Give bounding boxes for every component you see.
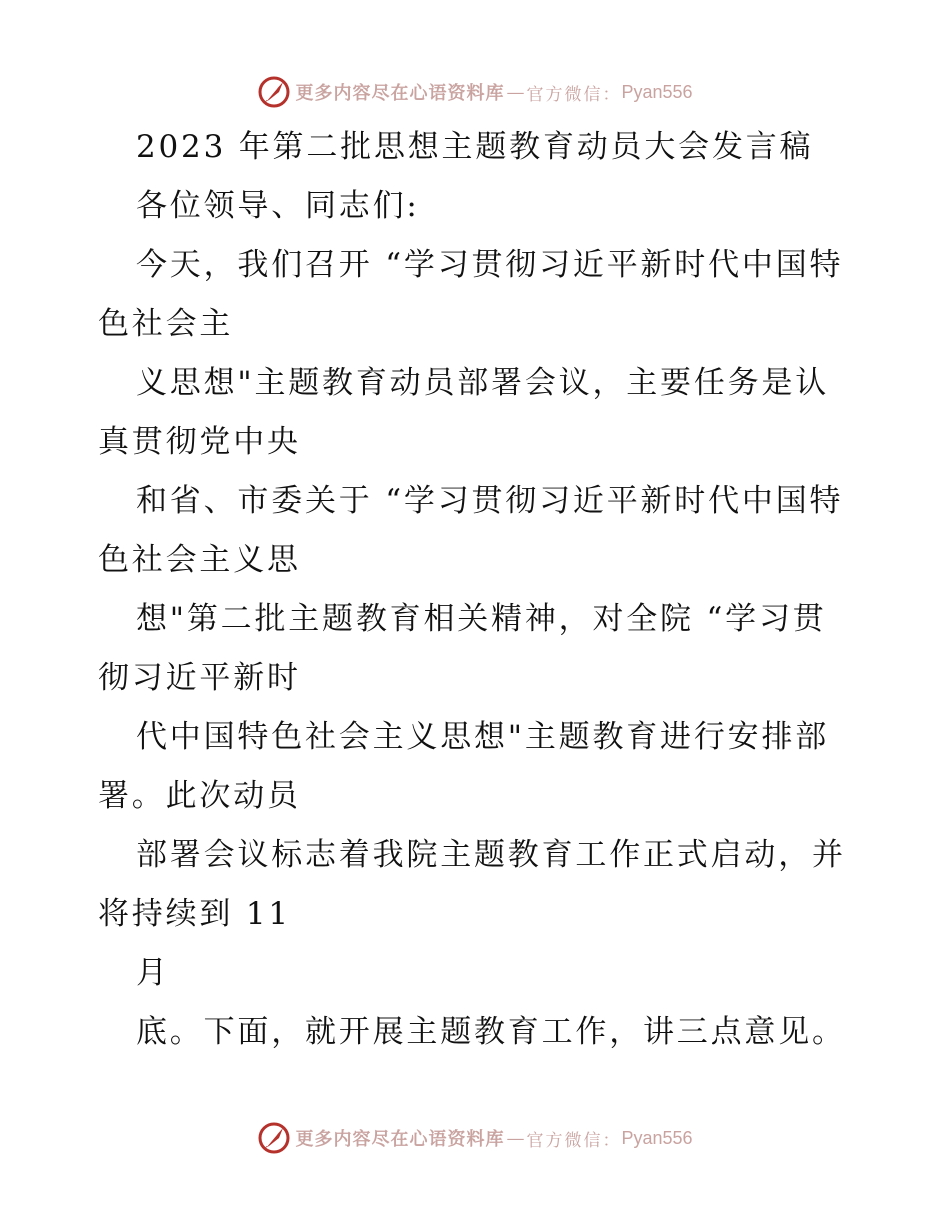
quill-pen-seal-icon [257, 1121, 291, 1155]
body-line: 代中国特色社会主义思想"主题教育进行安排部 [136, 719, 830, 755]
body-line: 月 [136, 955, 170, 991]
watermark-library-name: 更多内容尽在心语资料库 [295, 1129, 505, 1150]
body-line: 今天，我们召开 “学习贯彻习近平新时代中国特 [136, 247, 844, 283]
watermark-dash: — [506, 81, 525, 103]
header-watermark [0, 70, 950, 114]
body-line: 部署会议标志着我院主题教育工作正式启动，并 [136, 837, 846, 873]
footer-watermark [0, 1116, 950, 1160]
body-line: 真贯彻党中央 [98, 424, 301, 460]
body-line: 底。下面，就开展主题教育工作，讲三点意见。 [136, 1014, 846, 1050]
body-line: 彻习近平新时 [98, 660, 301, 696]
body-line: 署。此次动员 [98, 778, 301, 814]
watermark-wechat-label: 官方微信： [526, 1130, 622, 1151]
watermark-library-name: 更多内容尽在心语资料库 [295, 83, 505, 104]
watermark-dash: — [506, 1127, 525, 1149]
body-line: 色社会主义思 [98, 542, 301, 578]
watermark-wechat-id: Pyan556 [621, 1127, 693, 1148]
watermark-wechat-id: Pyan556 [621, 81, 693, 102]
watermark-wechat-label: 官方微信： [526, 84, 622, 105]
document-greeting: 各位领导、同志们: [136, 188, 420, 224]
document-body [98, 118, 858, 1062]
body-line: 将持续到 11 [98, 896, 291, 932]
body-line: 想"第二批主题教育相关精神，对全院 “学习贯 [136, 601, 827, 637]
body-line: 和省、市委关于 “学习贯彻习近平新时代中国特 [136, 483, 844, 519]
body-line: 义思想"主题教育动员部署会议，主要任务是认 [136, 365, 830, 401]
document-title: 2023 年第二批思想主题教育动员大会发言稿 [136, 129, 814, 165]
quill-pen-seal-icon [257, 75, 291, 109]
body-line: 色社会主 [98, 306, 234, 342]
